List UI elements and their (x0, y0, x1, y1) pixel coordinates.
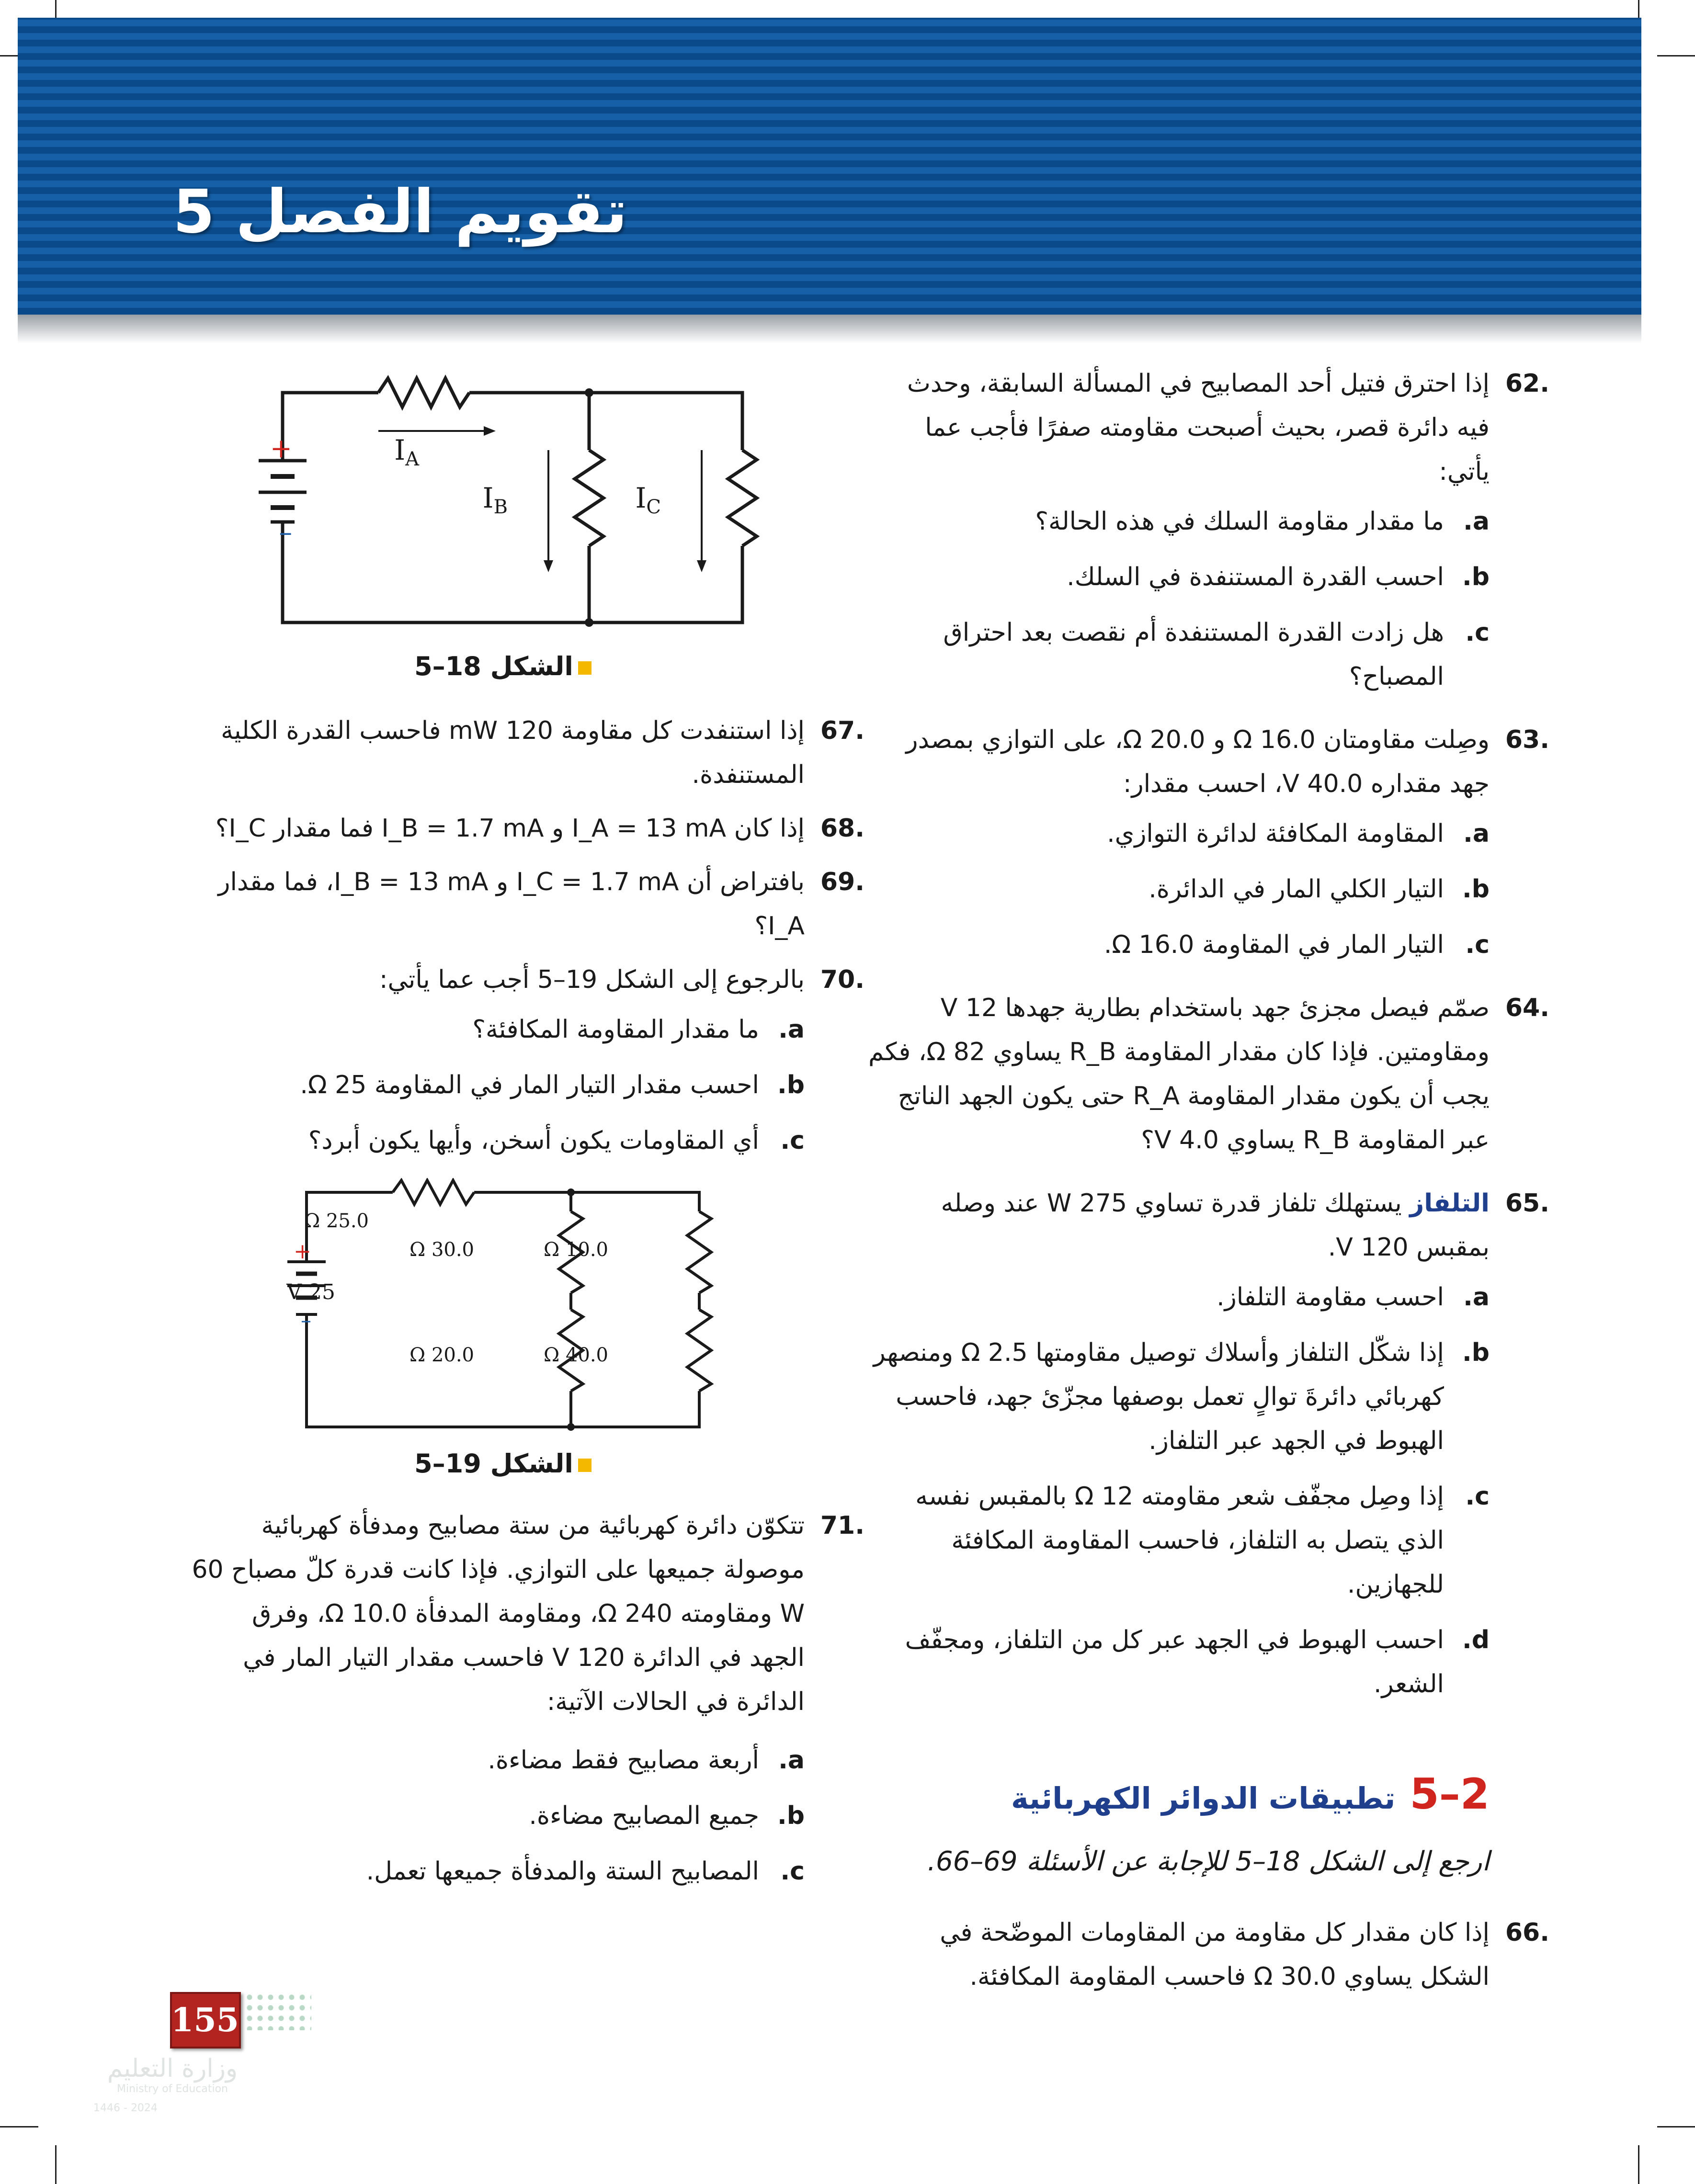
left-questions (192, 709, 865, 1174)
ministry-logo-text: وزارة التعليم (107, 2054, 238, 2083)
sub-question (192, 1849, 805, 1893)
question-text: وصِلت مقاومتان Ω 16.0 و Ω 20.0، على التوازي بمصدر جهد مقداره 40.0 V، احسب مقدار: (906, 725, 1490, 798)
label-r20: 20.0 Ω (410, 1344, 474, 1366)
wire (469, 393, 742, 450)
question-number: 69. (820, 868, 865, 896)
label-r25: 25.0 Ω (304, 1210, 369, 1232)
section-heading (910, 1769, 1490, 1819)
crop-mark (1657, 2126, 1695, 2127)
question-number: 62. (1505, 369, 1549, 398)
sub-text: احسب الهبوط في الجهد عبر كل من التلفاز، ومجفّف الشعر. (905, 1626, 1444, 1698)
sub-text: احسب مقاومة التلفاز. (1217, 1283, 1444, 1312)
caption-square (578, 1459, 592, 1472)
sub-text: إذا وصِل مجفّف شعر مقاومته Ω 12 بالمقبس نفسه الذي يتصل به التلفاز، فاحسب المقاومة المكافئة للجهازين. (915, 1482, 1444, 1599)
resistor-40 (687, 1310, 711, 1391)
page-number: 155 (170, 1992, 241, 2048)
sub-letter: b. (1462, 875, 1490, 904)
question-71-block (192, 1504, 865, 1905)
ministry-logo-year: 2024 - 1446 (93, 2102, 158, 2114)
sub-text: احسب القدرة المستنفدة في السلك. (1067, 563, 1444, 591)
figure-19-circuit (278, 1178, 738, 1441)
sub-question (867, 923, 1490, 967)
sub-text: ما مقدار المقاومة المكافئة؟ (472, 1015, 759, 1044)
caption-text: الشكل 18–5 (414, 651, 573, 681)
resistor-c (728, 450, 757, 546)
wire (307, 1314, 699, 1427)
sub-letter: c. (1465, 930, 1490, 959)
figure-18-caption (383, 651, 623, 681)
arrowhead (484, 426, 496, 436)
wire (283, 393, 378, 461)
label-ia: $I_A$ (394, 434, 419, 470)
label-ic: $I_C$ (635, 482, 661, 518)
resistor-10 (687, 1211, 711, 1293)
sub-letter: d. (1462, 1626, 1490, 1654)
question-64 (867, 986, 1549, 1162)
sub-text: التيار المار في المقاومة Ω 16.0. (1103, 930, 1444, 959)
sub-text: المصابيح الستة والمدفأة جميعها تعمل. (366, 1857, 759, 1886)
header-banner (18, 18, 1641, 315)
resistor-a (378, 378, 469, 407)
question-text: إذا كان I_A = 13 mA و I_B = 1.7 mA فما مقدار I_C؟ (215, 814, 805, 843)
question-67 (192, 709, 865, 797)
decorative-dots (244, 1992, 311, 2030)
question-68 (192, 806, 865, 850)
arrowhead (544, 560, 553, 572)
section-title: تطبيقات الدوائر الكهربائية (1011, 1781, 1396, 1816)
sub-question (867, 1275, 1490, 1319)
sub-letter: c. (1465, 618, 1490, 647)
resistor-25 (393, 1180, 474, 1204)
sub-question (192, 1063, 805, 1107)
ministry-logo-subtitle: Ministry of Education (116, 2083, 228, 2095)
junction-dot (585, 388, 593, 397)
sub-question (192, 1119, 805, 1163)
battery-minus: – (279, 517, 292, 547)
sub-text: احسب مقدار التيار المار في المقاومة Ω 25. (300, 1071, 759, 1099)
figure-18-circuit (249, 364, 785, 632)
sub-question (867, 499, 1490, 543)
arrowhead (697, 560, 706, 572)
page-title: تقويم الفصل 5 (173, 177, 627, 247)
question-63 (867, 718, 1549, 806)
junction-dot (567, 1423, 575, 1431)
question-number: 70. (820, 965, 865, 994)
question-66-block (867, 1911, 1549, 2004)
question-71 (192, 1504, 865, 1724)
question-number: 64. (1505, 994, 1549, 1022)
sub-letter: a. (778, 1746, 805, 1775)
question-text: بالرجوع إلى الشكل 19–5 أجب عما يأتي: (379, 965, 805, 994)
figure-19-caption (383, 1448, 623, 1479)
right-column (867, 362, 1549, 1718)
label-25v: 25 V (286, 1280, 335, 1304)
section-instruction: ارجع إلى الشكل 18–5 للإجابة عن الأسئلة 69–66. (927, 1846, 1490, 1877)
sub-letter: c. (780, 1126, 805, 1155)
question-text: إذا احترق فتيل أحد المصابيح في المسألة السابقة، وحدث فيه دائرة قصر، بحيث أصبحت مقاومته صفرًا فأجب عما يأتي: (907, 369, 1490, 486)
question-66 (867, 1911, 1549, 1999)
battery-plus: + (294, 1239, 311, 1264)
question-number: 68. (820, 814, 865, 843)
junction-dot (567, 1188, 575, 1196)
sub-question (867, 812, 1490, 856)
caption-square (578, 661, 592, 675)
sub-letter: c. (1465, 1482, 1490, 1511)
sub-question (867, 867, 1490, 911)
label-r30: 30.0 Ω (410, 1239, 474, 1261)
battery-plus: + (270, 433, 292, 464)
sub-question (867, 1618, 1490, 1706)
caption-text: الشكل 19–5 (414, 1448, 573, 1479)
label-r40: 40.0 Ω (544, 1344, 608, 1366)
question-text: إذا استنفدت كل مقاومة 120 mW فاحسب القدرة الكلية المستنفدة. (221, 716, 805, 789)
sub-text: هل زادت القدرة المستنفدة أم نقصت بعد احتراق المصباح؟ (943, 618, 1444, 691)
crop-mark (0, 2126, 38, 2127)
label-ib: $I_B$ (482, 482, 508, 518)
question-62 (867, 362, 1549, 494)
sub-question (867, 555, 1490, 599)
sub-letter: c. (780, 1857, 805, 1886)
sub-letter: b. (777, 1071, 805, 1099)
section-number: 5–2 (1410, 1769, 1490, 1819)
sub-text: أربعة مصابيح فقط مضاءة. (488, 1746, 759, 1775)
resistor-b (575, 450, 603, 546)
label-r10: 10.0 Ω (544, 1239, 608, 1261)
question-number: 71. (820, 1511, 865, 1540)
sub-question (867, 1474, 1490, 1607)
wire (283, 522, 742, 622)
sub-letter: b. (1462, 563, 1490, 591)
sub-letter: a. (1463, 507, 1490, 536)
question-text: يستهلك تلفاز قدرة تساوي 275 W عند وصله بمقبس 120 V. (941, 1189, 1490, 1262)
sub-text: جميع المصابيح مضاءة. (529, 1801, 759, 1830)
question-text: تتكوّن دائرة كهربائية من ستة مصابيح ومدفأة كهربائية موصولة جميعها على التوازي. فإذا كانت قدرة كلّ مصباح 60 W ومقاومته Ω 240، ومقاومة المدفأة Ω 10.0، وفرق الجهد في الدائرة 120 V فاحسب مقدار التيار المار في الدائرة في الحالات الآتية: (192, 1511, 805, 1716)
question-69 (192, 860, 865, 948)
sub-letter: a. (1463, 1283, 1490, 1312)
sub-text: التيار الكلي المار في الدائرة. (1149, 875, 1444, 904)
question-text: صمّم فيصل مجزئ جهد باستخدام بطارية جهدها 12 V ومقاومتين. فإذا كان مقدار المقاومة R_B يساوي Ω 82، فكم يجب أن يكون مقدار المقاومة R_A حتى يكون الجهد الناتج عبر المقاومة R_B يساوي 4.0 V؟ (868, 994, 1490, 1154)
question-number: 63. (1505, 725, 1549, 754)
sub-text: المقاومة المكافئة لدائرة التوازي. (1107, 819, 1444, 848)
question-number: 65. (1505, 1189, 1549, 1218)
question-text: بافتراض أن I_C = 1.7 mA و I_B = 13 mA، فما مقدار I_A؟ (218, 868, 805, 940)
question-70 (192, 958, 865, 1002)
sub-letter: a. (778, 1015, 805, 1044)
sub-letter: b. (1462, 1338, 1490, 1367)
sub-text: إذا شكّل التلفاز وأسلاك توصيل مقاومتها Ω 2.5 ومنصهر كهربائي دائرةَ توالٍ تعمل بوصفها مجزّئ جهد، فاحسب الهبوط في الجهد عبر التلفاز. (873, 1338, 1444, 1455)
sub-question (867, 1331, 1490, 1463)
sub-question (192, 1794, 805, 1838)
topic-label: التلفاز (1410, 1189, 1490, 1218)
question-text: إذا كان مقدار كل مقاومة من المقاومات الموضّحة في الشكل يساوي Ω 30.0 فاحسب المقاومة المكافئة. (940, 1918, 1490, 1991)
header-shadow (18, 315, 1641, 343)
sub-question (867, 611, 1490, 699)
junction-dot (585, 618, 593, 627)
sub-question (192, 1007, 805, 1052)
sub-text: ما مقدار مقاومة السلك في هذه الحالة؟ (1035, 507, 1444, 536)
crop-mark (1657, 55, 1695, 57)
question-number: 67. (820, 716, 865, 745)
sub-letter: b. (777, 1801, 805, 1830)
crop-mark (1638, 2145, 1639, 2184)
sub-question (192, 1738, 805, 1782)
question-65 (867, 1181, 1549, 1269)
battery-minus: – (301, 1308, 311, 1333)
wire (474, 1192, 699, 1211)
crop-mark (55, 2145, 57, 2184)
question-number: 66. (1505, 1918, 1549, 1947)
sub-letter: a. (1463, 819, 1490, 848)
sub-text: أي المقاومات يكون أسخن، وأيها يكون أبرد؟ (308, 1126, 759, 1155)
